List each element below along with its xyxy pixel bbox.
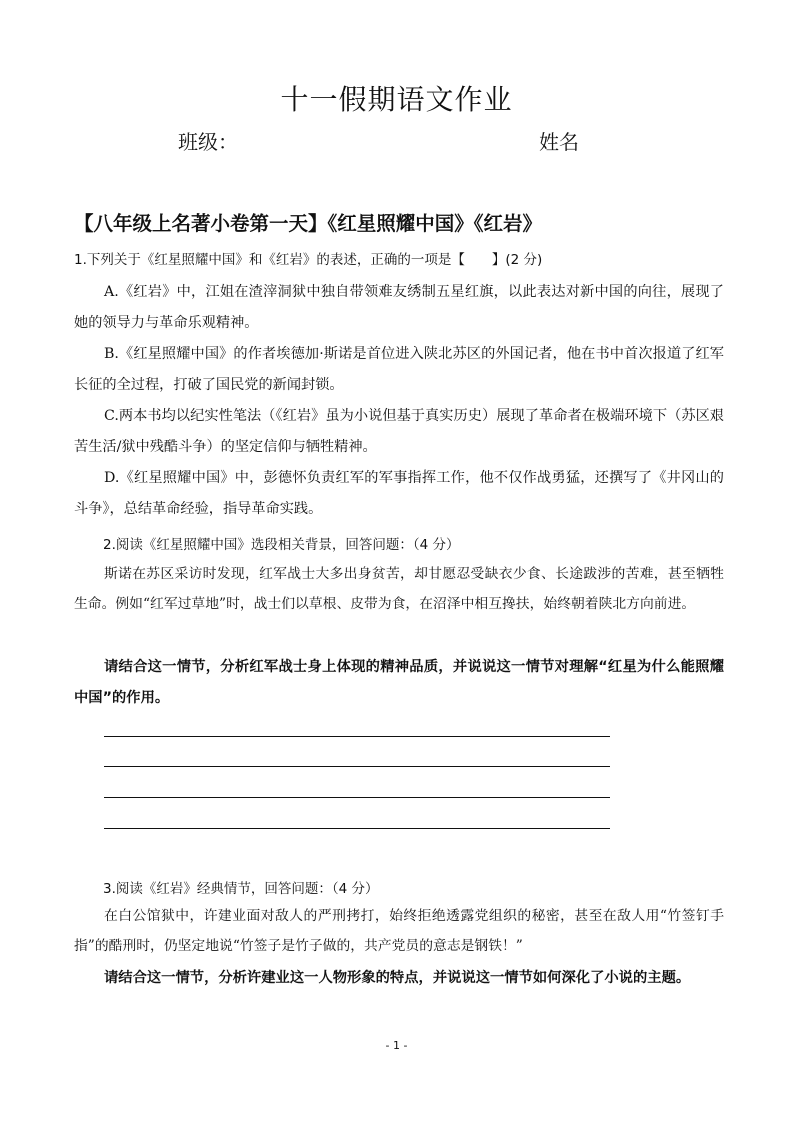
question-3-heading: 3.阅读《红岩》经典情节，回答问题：（4 分） (103, 881, 379, 897)
question-1-option-c: C.两本书均以纪实性笔法（《红岩》虽为小说但基于真实历史）展现了革命者在极端环境下（苏区艰苦生活/狱中残酷斗争）的坚定信仰与牺牲精神。 (74, 408, 724, 455)
question-3-passage: 在白公馆狱中，许建业面对敌人的严刑拷打，始终拒绝透露党组织的秘密，甚至在敌人用“竹签钉手指”的酷刑时，仍坚定地说“竹签子是竹子做的，共产党员的意志是钢铁！” (74, 908, 724, 954)
answer-line[interactable] (104, 797, 610, 798)
question-1-option-b: B.《红星照耀中国》的作者埃德加·斯诺是首位进入陕北苏区的外国记者，他在书中首次报道了红军长征的全过程，打破了国民党的新闻封锁。 (74, 346, 724, 393)
page-number: - 1 - (385, 1039, 408, 1052)
section-title: 【八年级上名著小卷第一天】《红星照耀中国》《红岩》 (74, 212, 543, 235)
answer-line[interactable] (104, 736, 610, 737)
answer-line[interactable] (104, 766, 610, 767)
question-2-passage: 斯诺在苏区采访时发现，红军战士大多出身贫苦，却甘愿忍受缺衣少食、长途跋涉的苦难，甚至牺牲生命。例如“红军过草地”时，战士们以草根、皮带为食，在沼泽中相互搀扶，始终朝着陕北方向前进。 (74, 566, 724, 612)
question-1-option-d: D.《红星照耀中国》中，彭德怀负责红军的军事指挥工作，他不仅作战勇猛，还撰写了《井冈山的斗争》，总结革命经验，指导革命实践。 (74, 470, 724, 517)
question-2-prompt: 请结合这一情节，分析红军战士身上体现的精神品质，并说说这一情节对理解“红星为什么能照耀中国”的作用。 (74, 659, 724, 706)
question-3-prompt: 请结合这一情节，分析许建业这一人物形象的特点，并说说这一情节如何深化了小说的主题。 (104, 970, 691, 986)
answer-line[interactable] (104, 828, 610, 829)
question-2-heading: 2.阅读《红星照耀中国》选段相关背景，回答问题：（4 分） (103, 537, 460, 553)
question-1-option-a: A.《红岩》中，江姐在渣滓洞狱中独自带领难友绣制五星红旗，以此表达对新中国的向往，展现了她的领导力与革命乐观精神。 (74, 284, 724, 331)
question-1-stem: 1.下列关于《红星照耀中国》和《红岩》的表述，正确的一项是【 】(2 分) (74, 252, 543, 268)
class-label: 班级： (178, 130, 238, 154)
name-label: 姓名 (539, 130, 579, 154)
page-title: 十一假期语文作业 (280, 83, 513, 116)
